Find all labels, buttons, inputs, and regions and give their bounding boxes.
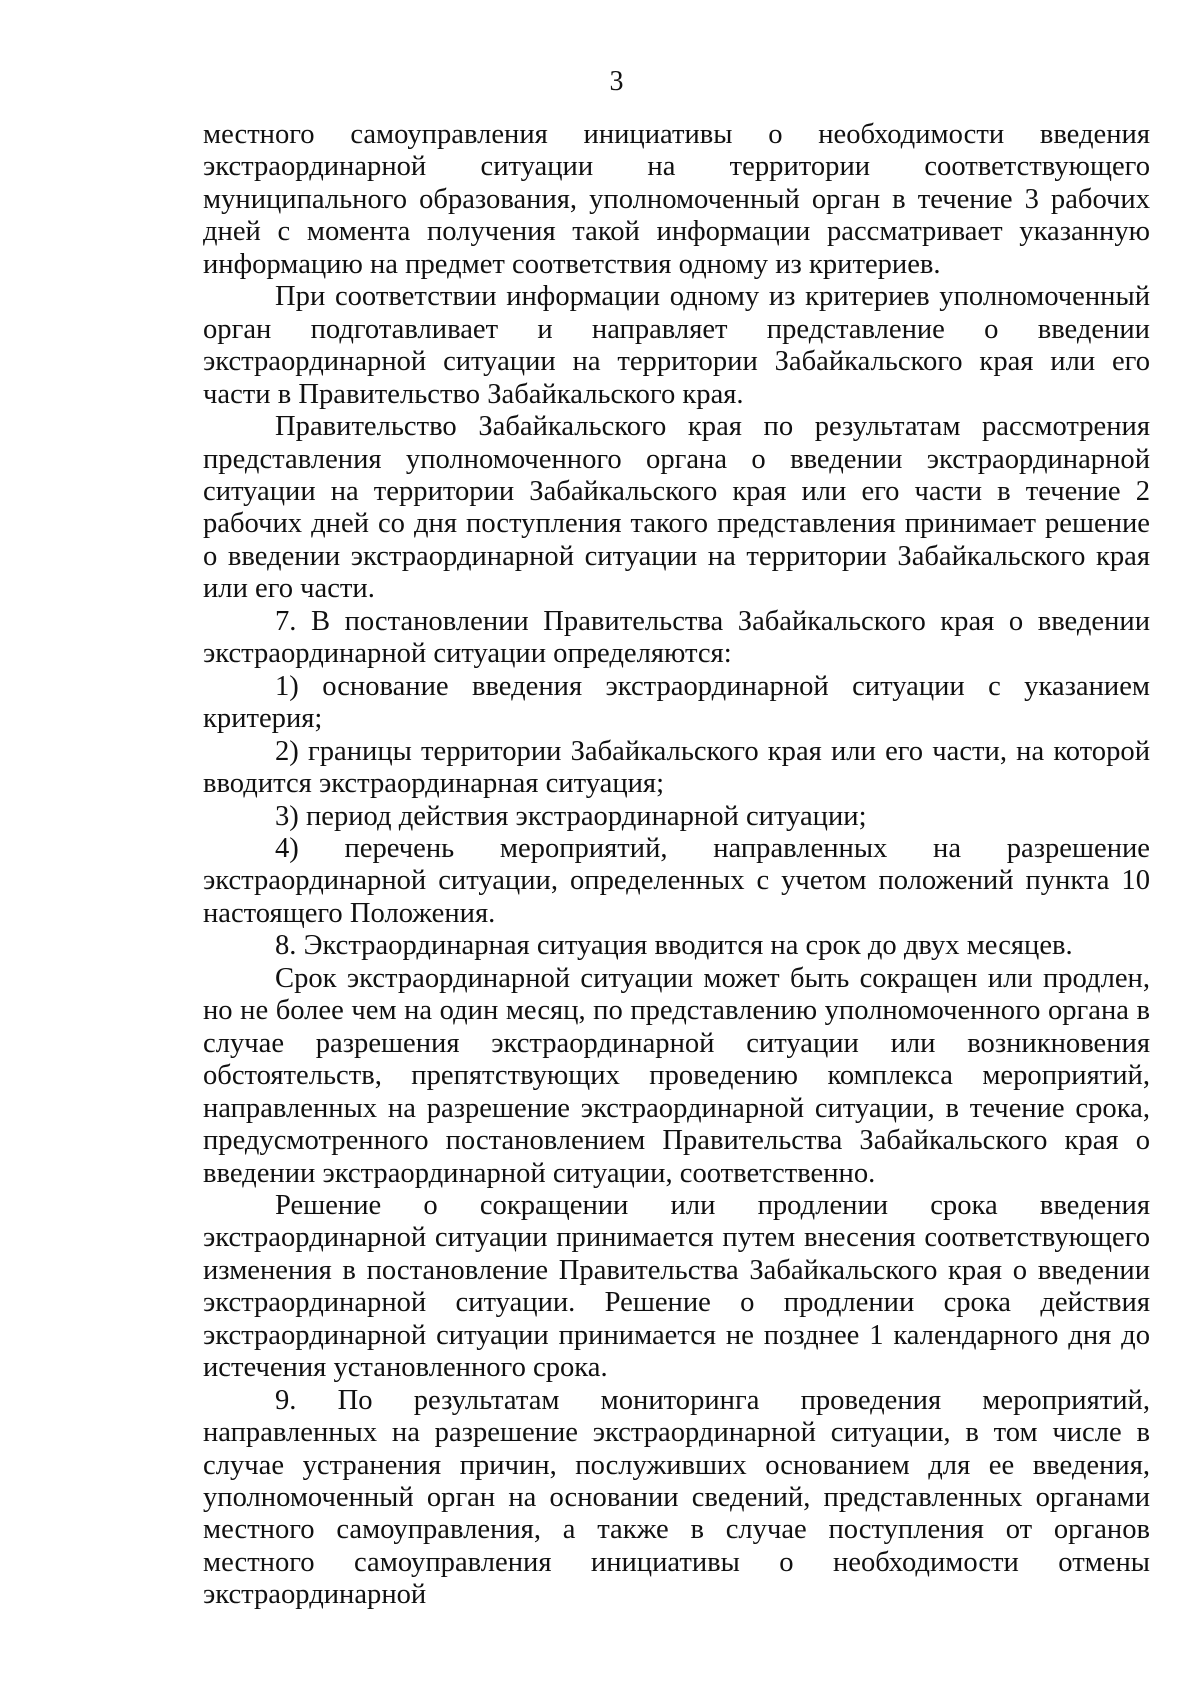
document-body	[203, 119, 1150, 1612]
list-item-7-1: 1) основание введения экстраординарной ситуации с указанием критерия;	[203, 670, 1150, 735]
paragraph-continuation: местного самоуправления инициативы о необходимости введения экстраординарной ситуации на территории соответствующего муниципального образования, уполномоченный орган в течение 3 рабочих дней с момента получения такой информации рассматривает указанную информацию на предмет соответствия одному из критериев.	[203, 119, 1150, 280]
list-item-7-4: 4) перечень мероприятий, направленных на разрешение экстраординарной ситуации, определенных с учетом положений пункта 10 настоящего Положения.	[203, 832, 1150, 929]
paragraph-item-8: 8. Экстраординарная ситуация вводится на срок до двух месяцев.	[275, 930, 1073, 962]
paragraph-representation: При соответствии информации одному из критериев уполномоченный орган подготавливает и направляет представление о введении экстраординарной ситуации на территории Забайкальского края или его части в Правительство Забайкальского края.	[203, 281, 1150, 410]
list-item-7-3: 3) период действия экстраординарной ситуации;	[275, 800, 867, 832]
paragraph-term-decision: Решение о сокращении или продлении срока введения экстраординарной ситуации принимается путем внесения соответствующего изменения в постановление Правительства Забайкальского края о введении экстраординарной ситуации. Решение о продлении срока действия экстраординарной ситуации принимается не позднее 1 календарного дня до истечения установленного срока.	[203, 1189, 1150, 1384]
list-item-7-2: 2) границы территории Забайкальского края или его части, на которой вводится экстраординарная ситуация;	[203, 735, 1150, 800]
paragraph-term-change: Срок экстраординарной ситуации может быть сокращен или продлен, но не более чем на один месяц, по представлению уполномоченного органа в случае разрешения экстраординарной ситуации или возникновения обстоятельств, препятствующих проведению комплекса мероприятий, направленных на разрешение экстраординарной ситуации, в течение срока, предусмотренного постановлением Правительства Забайкальского края о введении экстраординарной ситуации, соответственно.	[203, 962, 1150, 1189]
page-number: 3	[609, 66, 624, 97]
paragraph-item-9: 9. По результатам мониторинга проведения мероприятий, направленных на разрешение экстраординарной ситуации, в том числе в случае устранения причин, послуживших основанием для ее введения, уполномоченный орган на основании сведений, представленных органами местного самоуправления, а также в случае поступления от органов местного самоуправления инициативы о необходимости отмены экстраординарной	[203, 1384, 1150, 1611]
paragraph-item-7: 7. В постановлении Правительства Забайкальского края о введении экстраординарной ситуации определяются:	[203, 605, 1150, 670]
paragraph-government-decision: Правительство Забайкальского края по результатам рассмотрения представления уполномоченного органа о введении экстраординарной ситуации на территории Забайкальского края или его части в течение 2 рабочих дней со дня поступления такого представления принимает решение о введении экстраординарной ситуации на территории Забайкальского края или его части.	[203, 411, 1150, 605]
